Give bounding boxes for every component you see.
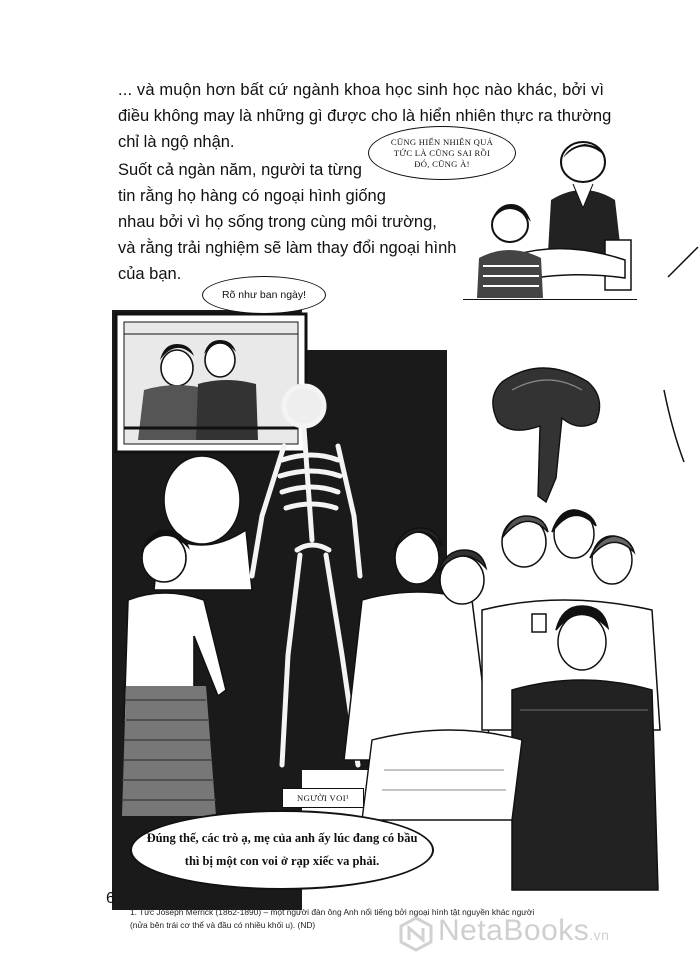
netabooks-watermark — [438, 914, 609, 948]
girls-speech-bubble — [368, 126, 516, 180]
netabooks-logo-icon — [398, 916, 434, 952]
page-number: 6 — [106, 890, 115, 907]
teacher-speech-line-2: thì bị một con voi ở rạp xiếc va phải. — [184, 854, 380, 868]
boys-speech-bubble — [202, 276, 326, 314]
teacher-speech-line-1: Đúng thế, các trò ạ, mẹ của anh ấy lúc đang có bầu — [146, 831, 418, 845]
intro-line-2: điều không may là những gì được cho là hiển nhiên thực ra thường — [118, 107, 612, 125]
elephant-man-label-text: NGƯỜI VOI¹ — [297, 793, 349, 803]
girls-speech-line-2: TỨC LÀ CŨNG SAI RỒI — [393, 147, 491, 158]
boys-speech-text: Rõ như ban ngày! — [221, 289, 307, 301]
girls-speech-line-3: ĐÓ, CŨNG À! — [414, 158, 470, 169]
history-line-3: nhau bởi vì họ sống trong cùng môi trường, — [118, 213, 437, 231]
footnote-line-2: (nửa bên trái cơ thể và đầu có nhiều khối u). (ND) — [130, 920, 316, 930]
footnote-line-1: 1. Tức Joseph Merrick (1862-1890) – một người đàn ông Anh nổi tiếng bởi ngoại hình tật nguyền khác người — [130, 907, 535, 917]
history-line-4: và rằng trải nghiệm sẽ làm thay đổi ngoại hình — [118, 239, 457, 257]
history-line-5: của bạn. — [118, 265, 182, 283]
teacher-speech-bubble — [130, 810, 434, 890]
intro-line-1: ... và muộn hơn bất cứ ngành khoa học sinh học nào khác, bởi vì — [118, 81, 605, 99]
watermark-suffix: .vn — [589, 927, 610, 943]
history-line-1: Suốt cả ngàn năm, người ta từng — [118, 161, 362, 179]
watermark-brand: NetaBooks — [438, 914, 590, 947]
intro-line-3: chỉ là ngộ nhận. — [118, 133, 235, 151]
history-line-2: tin rằng họ hàng có ngoại hình giống — [118, 187, 386, 205]
girls-speech-line-1: CŨNG HIỂN NHIÊN QUÁ — [390, 136, 494, 147]
elephant-man-label — [282, 788, 364, 808]
